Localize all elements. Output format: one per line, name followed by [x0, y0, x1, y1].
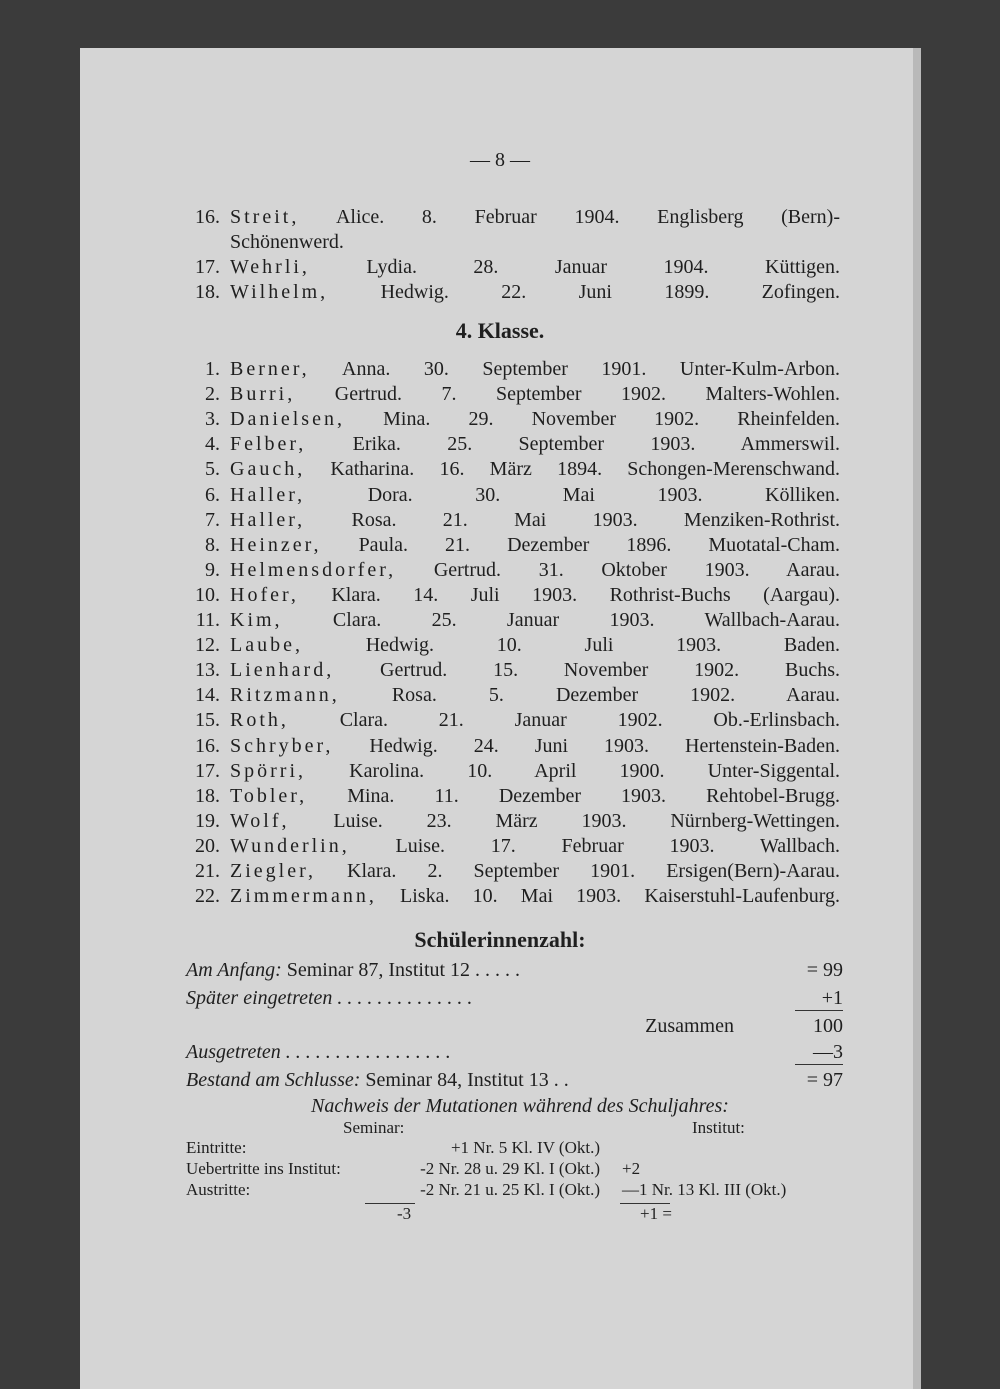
list-item	[230, 683, 840, 707]
entry-details: Liska. 10. Mai 1903. Kaiserstuhl-Laufenburg.	[400, 885, 841, 908]
mutation-label: Austritte:	[186, 1180, 251, 1199]
entry-number: 1.	[205, 358, 220, 380]
surname: Ziegler,	[230, 860, 316, 882]
mutation-institut: +2	[622, 1159, 641, 1178]
end-label: Bestand am Schlusse:	[186, 1069, 361, 1091]
entry-details: Paula. 21. Dezember 1896. Muotatal-Cham.	[358, 533, 841, 556]
entry-details: Klara. 2. September 1901. Ersigen(Bern)-Aarau.	[347, 860, 841, 882]
seminar-header: Seminar:	[343, 1118, 405, 1137]
seminar-total: -3	[397, 1204, 412, 1223]
mutation-label: Eintritte:	[186, 1138, 247, 1157]
list-item	[230, 382, 840, 406]
entry-details: Hedwig. 22. Juni 1899. Zofingen.	[380, 281, 840, 303]
entry-number: 18.	[195, 784, 220, 807]
surname: Lienhard,	[230, 659, 335, 682]
entry-number: 18.	[195, 281, 220, 303]
list-item	[230, 558, 840, 582]
list-item	[230, 658, 840, 682]
entry-number: 16.	[195, 206, 220, 228]
list-item	[230, 205, 840, 229]
surname: Tobler,	[230, 784, 308, 807]
list-item	[230, 734, 840, 758]
entry-number: 15.	[195, 709, 220, 732]
list-item	[230, 608, 840, 632]
list-item	[230, 483, 840, 507]
summary-heading: Schülerinnenzahl:	[414, 927, 586, 952]
list-item	[230, 533, 840, 557]
entry-details: Luise. 23. März 1903. Nürnberg-Wettingen.	[333, 809, 840, 832]
institut-header: Institut:	[692, 1118, 745, 1137]
entry-number: 14.	[195, 684, 220, 707]
entry-number: 20.	[195, 834, 220, 857]
entry-number: 10.	[195, 583, 220, 606]
sum-rule	[795, 1010, 843, 1011]
entry-details: Gertrud. 15. November 1902. Buchs.	[380, 659, 840, 682]
entry-details: Gertrud. 31. Oktober 1903. Aarau.	[433, 558, 840, 581]
surname: Ritzmann,	[230, 684, 340, 707]
entry-number: 6.	[205, 483, 220, 506]
entry-details: Alice. 8. Februar 1904. Englisberg (Bern)-	[335, 206, 841, 228]
list-item	[230, 784, 840, 808]
surname: Wunderlin,	[230, 834, 350, 857]
list-item	[230, 884, 840, 908]
entry-details: Karolina. 10. April 1900. Unter-Siggental.	[349, 759, 841, 782]
entry-number: 19.	[195, 809, 220, 832]
entry-details: Dora. 30. Mai 1903. Kölliken.	[367, 483, 841, 506]
surname: Spörri,	[230, 759, 306, 782]
entry-details: Schönenwerd.	[230, 231, 344, 253]
list-item	[230, 859, 840, 883]
entry-number: 12.	[195, 634, 220, 657]
total-label: Zusammen	[645, 1015, 734, 1037]
end-value: = 97	[806, 1069, 843, 1091]
entry-number: 3.	[205, 408, 220, 431]
start-text: Seminar 87, Institut 12 . . . . .	[286, 959, 521, 981]
entry-details: Hedwig. 10. Juli 1903. Baden.	[365, 634, 841, 657]
entry-details: Gertrud. 7. September 1902. Malters-Wohlen.	[334, 383, 841, 406]
surname: Berner,	[230, 358, 310, 380]
surname: Schryber,	[230, 734, 334, 757]
surname: Roth,	[230, 709, 289, 732]
surname: Burri,	[230, 383, 296, 406]
list-item	[230, 708, 840, 732]
list-item	[230, 280, 840, 304]
list-item	[230, 633, 840, 657]
mutation-seminar: +1 Nr. 5 Kl. IV (Okt.)	[450, 1138, 600, 1157]
entry-number: 21.	[195, 860, 220, 882]
surname: Haller,	[230, 508, 306, 531]
left-value: —3	[813, 1041, 843, 1063]
surname: Zimmermann,	[230, 885, 377, 908]
entry-details: Anna. 30. September 1901. Unter-Kulm-Arbon.	[342, 358, 840, 380]
list-item	[230, 834, 840, 858]
left-label: Ausgetreten . . . . . . . . . . . . . . . . .	[186, 1041, 451, 1063]
entry-details: Klara. 14. Juli 1903. Rothrist-Buchs (Aargau).	[331, 583, 840, 606]
entry-details: Clara. 21. Januar 1902. Ob.-Erlinsbach.	[339, 709, 841, 732]
surname: Helmensdorfer,	[230, 558, 397, 581]
surname: Laube,	[230, 634, 303, 657]
sum-rule-2	[795, 1064, 843, 1065]
list-item	[230, 583, 840, 607]
entry-details: Hedwig. 24. Juni 1903. Hertenstein-Baden.	[369, 734, 840, 757]
entry-details: Rosa. 5. Dezember 1902. Aarau.	[391, 684, 840, 707]
class-heading: 4. Klasse.	[455, 318, 545, 343]
list-item	[230, 230, 840, 254]
entry-number: 5.	[205, 458, 220, 481]
entry-number: 13.	[195, 659, 220, 682]
entry-details: Mina. 29. November 1902. Rheinfelden.	[383, 408, 841, 431]
entry-details: Mina. 11. Dezember 1903. Rehtobel-Brugg.	[347, 784, 841, 807]
entry-details: Rosa. 21. Mai 1903. Menziken-Rothrist.	[351, 508, 840, 531]
entry-number: 11.	[195, 609, 220, 631]
entry-number: 9.	[205, 558, 220, 581]
surname: Wilhelm,	[230, 281, 329, 303]
entry-number: 22.	[195, 885, 220, 908]
mutation-institut: —1 Nr. 13 Kl. III (Okt.)	[622, 1180, 787, 1199]
surname: Heinzer,	[230, 533, 322, 556]
list-item	[230, 809, 840, 833]
surname: Wehrli,	[230, 256, 310, 278]
entry-details: Luise. 17. Februar 1903. Wallbach.	[395, 834, 840, 857]
surname: Kim,	[230, 609, 283, 631]
entry-number: 2.	[205, 383, 220, 406]
entry-number: 7.	[205, 508, 220, 531]
mutations-heading: Nachweis der Mutationen während des Schuljahres:	[311, 1095, 729, 1117]
total-value: 100	[813, 1015, 843, 1037]
list-item	[230, 407, 840, 431]
surname: Haller,	[230, 483, 306, 506]
list-item	[230, 255, 840, 279]
entry-details: Erika. 25. September 1903. Ammerswil.	[352, 433, 841, 456]
page-edge	[913, 48, 921, 1389]
entry-number: 4.	[205, 433, 220, 456]
list-item	[230, 357, 840, 381]
mutation-label: Uebertritte ins Institut:	[186, 1159, 341, 1178]
entry-number: 17.	[195, 256, 220, 278]
mutation-seminar: -2 Nr. 21 u. 25 Kl. I (Okt.)	[420, 1180, 600, 1199]
start-value: = 99	[806, 959, 843, 981]
surname: Hofer,	[230, 583, 299, 606]
start-label: Am Anfang:	[186, 959, 282, 981]
end-text: Seminar 84, Institut 13 . .	[365, 1069, 569, 1091]
mutation-seminar: -2 Nr. 28 u. 29 Kl. I (Okt.)	[420, 1159, 600, 1178]
entry-details: Katharina. 16. März 1894. Schongen-Merenschwand.	[330, 458, 841, 481]
surname: Gauch,	[230, 458, 306, 481]
surname: Felber,	[230, 433, 307, 456]
later-label: Später eingetreten . . . . . . . . . . . . . .	[186, 987, 473, 1009]
institut-total: +1 =	[640, 1204, 672, 1223]
list-item	[230, 457, 840, 481]
list-item	[230, 508, 840, 532]
entry-number: 17.	[195, 759, 220, 782]
surname: Danielsen,	[230, 408, 345, 431]
surname: Streit,	[230, 206, 300, 228]
entry-details: Clara. 25. Januar 1903. Wallbach-Aarau.	[332, 609, 841, 631]
later-value: +1	[821, 987, 843, 1009]
page-number: — 8 —	[470, 149, 530, 171]
entry-number: 8.	[205, 533, 220, 556]
list-item	[230, 432, 840, 456]
entry-details: Lydia. 28. Januar 1904. Küttigen.	[366, 256, 841, 278]
list-item	[230, 759, 840, 783]
entry-number: 16.	[195, 734, 220, 757]
surname: Wolf,	[230, 809, 290, 832]
